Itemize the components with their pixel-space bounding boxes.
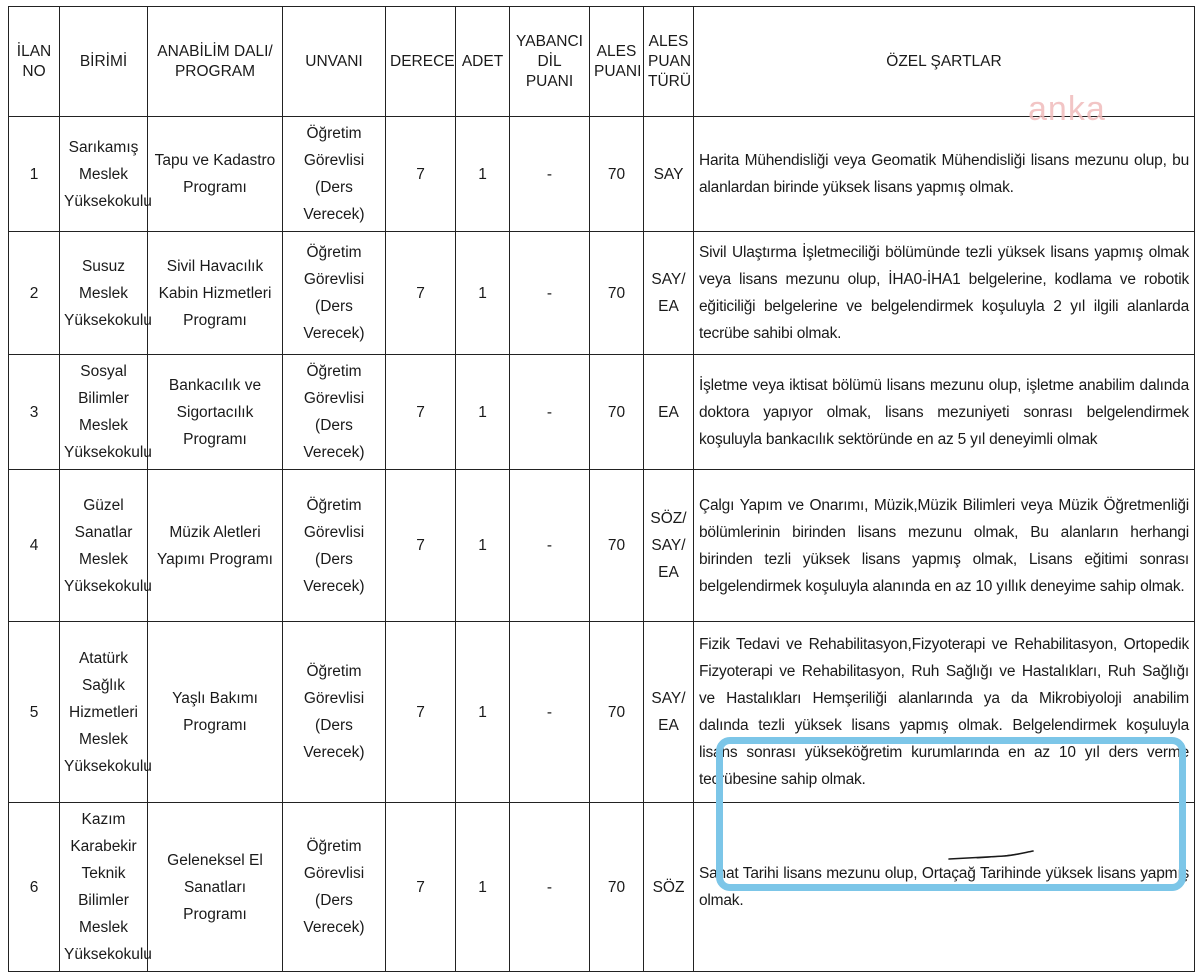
- header-adet: ADET: [456, 7, 510, 117]
- header-derece: DERECE: [386, 7, 456, 117]
- ozel-sartlar-cell: Sivil Ulaştırma İşletmeciliği bölümünde tezli yüksek lisans yapmış olmak veya lisans mezunu olup, İHA0-İHA1 belgelerine, kodlama ve robotik eğiticiliği belgelerine ve belgelendirmek koşuluyla 2 yıl ilgili alanlarda tecrübe sahibi olmak.: [694, 232, 1195, 355]
- ilan-no-cell: 5: [9, 622, 60, 803]
- ales-puani-cell: 70: [590, 622, 644, 803]
- ilan-no-cell: 6: [9, 803, 60, 972]
- program-cell: Müzik Aletleri Yapımı Programı: [148, 470, 283, 622]
- ales-turu-cell: SAY: [644, 117, 694, 232]
- ales-puani-cell: 70: [590, 803, 644, 972]
- table-row: [9, 117, 1195, 232]
- header-ilan-no: İLAN NO: [9, 7, 60, 117]
- derece-cell: 7: [386, 355, 456, 470]
- derece-cell: 7: [386, 117, 456, 232]
- birimi-cell: Sarıkamış Meslek Yüksekokulu: [60, 117, 148, 232]
- ales-puani-cell: 70: [590, 117, 644, 232]
- ilan-no-cell: 3: [9, 355, 60, 470]
- yabanci-dil-cell: -: [510, 232, 590, 355]
- header-row: [9, 7, 1195, 117]
- ozel-sartlar-cell: Çalgı Yapım ve Onarımı, Müzik,Müzik Bilimleri veya Müzik Öğretmenliği bölümlerinin birinden lisans mezunu olmak, Bu alanların herhangi birinden tezli yüksek lisans yapmış olmak, Lisans eğitimi sonrası belgelendirmek koşuluyla alanında en az 10 yıllık deneyime sahip olmak.: [694, 470, 1195, 622]
- yabanci-dil-cell: -: [510, 803, 590, 972]
- adet-cell: 1: [456, 232, 510, 355]
- adet-cell: 1: [456, 355, 510, 470]
- program-cell: Geleneksel El Sanatları Programı: [148, 803, 283, 972]
- birimi-cell: Güzel Sanatlar Meslek Yüksekokulu: [60, 470, 148, 622]
- anka-watermark: anka: [1028, 90, 1106, 128]
- program-cell: Bankacılık ve Sigortacılık Programı: [148, 355, 283, 470]
- derece-cell: 7: [386, 803, 456, 972]
- header-ales-puan-turu: ALES PUAN TÜRÜ: [644, 7, 694, 117]
- ales-turu-cell: EA: [644, 355, 694, 470]
- header-ales-puani: ALES PUANI: [590, 7, 644, 117]
- derece-cell: 7: [386, 622, 456, 803]
- header-yabanci-dil: YABANCI DİL PUANI: [510, 7, 590, 117]
- derece-cell: 7: [386, 470, 456, 622]
- birimi-cell: Kazım Karabekir Teknik Bilimler Meslek Yüksekokulu: [60, 803, 148, 972]
- ales-puani-cell: 70: [590, 355, 644, 470]
- adet-cell: 1: [456, 470, 510, 622]
- ozel-sartlar-cell: Fizik Tedavi ve Rehabilitasyon,Fizyoterapi ve Rehabilitasyon, Ortopedik Fizyoterapi ve Rehabilitasyon, Ruh Sağlığı ve Hastalıkları, Ruh Sağlığı ve Hastalıkları Hemşeriliği alanlarında ya da Mikrobiyoloji anabilim dalında tezli yüksek lisans yapmış olmak. Belgelendirmek koşuluyla lisans sonrası yükseköğretim kurumlarında en az 10 yıl ders verme tecrübesine sahip olmak.: [694, 622, 1195, 803]
- ales-turu-cell: SÖZ: [644, 803, 694, 972]
- ales-turu-cell: SAY/ EA: [644, 232, 694, 355]
- header-anabilim: ANABİLİM DALI/ PROGRAM: [148, 7, 283, 117]
- unvani-cell: Öğretim Görevlisi (Ders Verecek): [283, 355, 386, 470]
- table-row: [9, 355, 1195, 470]
- birimi-cell: Atatürk Sağlık Hizmetleri Meslek Yüksekokulu: [60, 622, 148, 803]
- header-unvani: UNVANI: [283, 7, 386, 117]
- program-cell: Sivil Havacılık Kabin Hizmetleri Programı: [148, 232, 283, 355]
- header-birimi: BİRİMİ: [60, 7, 148, 117]
- yabanci-dil-cell: -: [510, 117, 590, 232]
- adet-cell: 1: [456, 117, 510, 232]
- birimi-cell: Susuz Meslek Yüksekokulu: [60, 232, 148, 355]
- highlight-frame: [716, 737, 1186, 891]
- ilan-no-cell: 1: [9, 117, 60, 232]
- ilan-no-cell: 4: [9, 470, 60, 622]
- adet-cell: 1: [456, 803, 510, 972]
- yabanci-dil-cell: -: [510, 355, 590, 470]
- ozel-sartlar-cell: Harita Mühendisliği veya Geomatik Mühendisliği lisans mezunu olup, bu alanlardan birinde yüksek lisans yapmış olmak.: [694, 117, 1195, 232]
- yabanci-dil-cell: -: [510, 470, 590, 622]
- program-cell: Yaşlı Bakımı Programı: [148, 622, 283, 803]
- birimi-cell: Sosyal Bilimler Meslek Yüksekokulu: [60, 355, 148, 470]
- scribble-mark: [947, 849, 1037, 865]
- adet-cell: 1: [456, 622, 510, 803]
- ilan-no-cell: 2: [9, 232, 60, 355]
- ales-puani-cell: 70: [590, 470, 644, 622]
- ales-turu-cell: SÖZ/ SAY/ EA: [644, 470, 694, 622]
- unvani-cell: Öğretim Görevlisi (Ders Verecek): [283, 803, 386, 972]
- yabanci-dil-cell: -: [510, 622, 590, 803]
- table-row: [9, 232, 1195, 355]
- unvani-cell: Öğretim Görevlisi (Ders Verecek): [283, 232, 386, 355]
- unvani-cell: Öğretim Görevlisi (Ders Verecek): [283, 470, 386, 622]
- unvani-cell: Öğretim Görevlisi (Ders Verecek): [283, 622, 386, 803]
- program-cell: Tapu ve Kadastro Programı: [148, 117, 283, 232]
- ozel-sartlar-cell: Sanat Tarihi lisans mezunu olup, Ortaçağ Tarihinde yüksek lisans yapmış olmak.: [694, 803, 1195, 972]
- ales-turu-cell: SAY/ EA: [644, 622, 694, 803]
- ales-puani-cell: 70: [590, 232, 644, 355]
- table-row: [9, 470, 1195, 622]
- header-ozel-sartlar: ÖZEL ŞARTLAR: [694, 7, 1195, 117]
- unvani-cell: Öğretim Görevlisi (Ders Verecek): [283, 117, 386, 232]
- derece-cell: 7: [386, 232, 456, 355]
- ozel-sartlar-cell: İşletme veya iktisat bölümü lisans mezunu olup, işletme anabilim dalında doktora yapıyor olmak, lisans mezuniyeti sonrası belgelendirmek koşuluyla bankacılık sektöründe en az 5 yıl deneyimli olmak: [694, 355, 1195, 470]
